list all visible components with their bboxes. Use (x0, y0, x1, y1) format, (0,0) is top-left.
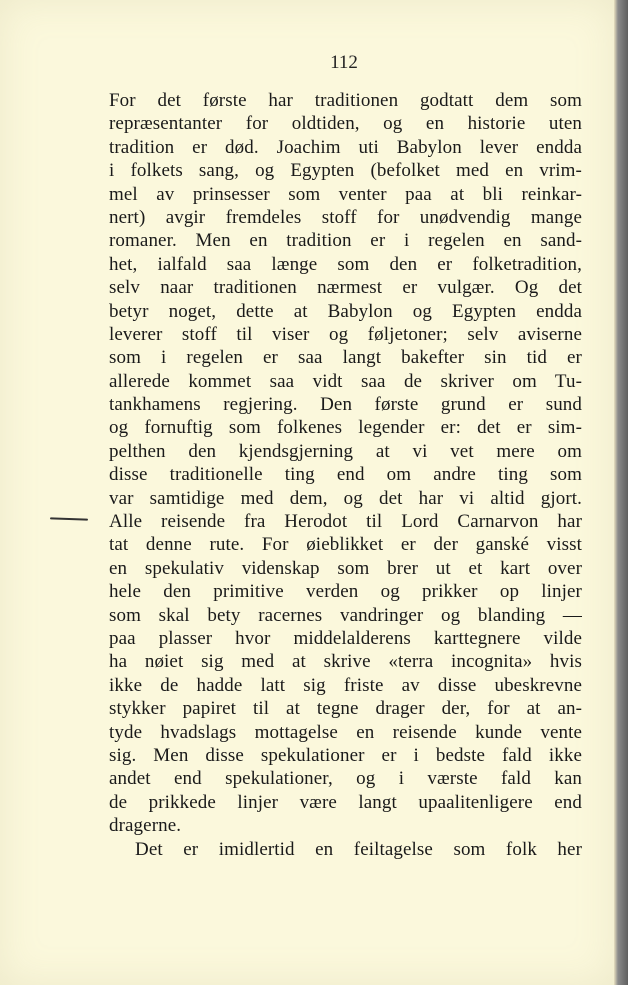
text-line: ha nøiet sig med at skrive «terra incognita» hvis (109, 651, 582, 673)
text-line: andet end spekulationer, og i værste fald kan (109, 768, 582, 790)
text-line: i folkets sang, og Egypten (befolket med en vrim- (109, 160, 582, 182)
text-line: disse traditionelle ting end om andre ting som (109, 464, 582, 486)
text-line: som i regelen er saa langt bakefter sin tid er (109, 347, 582, 369)
text-line: en spekulativ videnskap som brer ut et kart over (109, 557, 582, 579)
text-line: betyr noget, dette at Babylon og Egypten endda (109, 300, 582, 322)
text-line: repræsentanter for oldtiden, og en historie uten (109, 113, 582, 135)
text-line: som skal bety racernes vandringer og blanding — (109, 604, 582, 626)
text-line: leverer stoff til viser og føljetoner; selv aviserne (109, 323, 582, 345)
text-line: tyde hvadslags mottagelse en reisende kunde vente (109, 721, 582, 743)
text-line: nert) avgir fremdeles stoff for unødvendig mange (109, 206, 582, 228)
text-line: var samtidige med dem, og det har vi altid gjort. (109, 487, 582, 509)
text-line: de prikkede linjer være langt upaalitenligere end (109, 791, 582, 813)
text-line: allerede kommet saa vidt saa de skriver om Tu- (109, 370, 582, 392)
text-line: og fornuftig som folkenes legender er: det er sim- (109, 417, 582, 439)
text-line: paa plasser hvor middelalderens karttegnere vilde (109, 627, 582, 649)
text-line: sig. Men disse spekulationer er i bedste fald ikke (109, 744, 582, 766)
text-line-paragraph-start: Det er imidlertid en feiltagelse som folk her (135, 838, 582, 860)
text-line: het, ialfald saa længe som den er folketradition, (109, 253, 582, 275)
text-line: stykker papiret til at tegne drager der, for at an- (109, 698, 582, 720)
text-line: tat denne rute. For øieblikket er der ganské visst (109, 534, 582, 556)
text-line: romaner. Men en tradition er i regelen en sand- (109, 230, 582, 252)
body-text (109, 89, 582, 861)
text-line: ikke de hadde latt sig friste av disse ubeskrevne (109, 674, 582, 696)
text-line: pelthen den kjendsgjerning at vi vet mere om (109, 440, 582, 462)
text-line: selv naar traditionen nærmest er vulgær. Og det (109, 277, 582, 299)
text-line: tradition er død. Joachim uti Babylon lever endda (109, 136, 582, 158)
page-edge-shadow (614, 0, 628, 985)
text-line: dragerne. (109, 815, 182, 837)
page-number: 112 (330, 52, 358, 73)
text-line: mel av prinsesser som venter paa at bli reinkar- (109, 183, 582, 205)
text-line: hele den primitive verden og prikker op linjer (109, 581, 582, 603)
margin-pencil-mark (50, 517, 88, 520)
text-line: Alle reisende fra Herodot til Lord Carnarvon har (109, 511, 582, 533)
text-line: tankhamens regjering. Den første grund er sund (109, 394, 582, 416)
text-line: For det første har traditionen godtatt dem som (109, 90, 582, 111)
